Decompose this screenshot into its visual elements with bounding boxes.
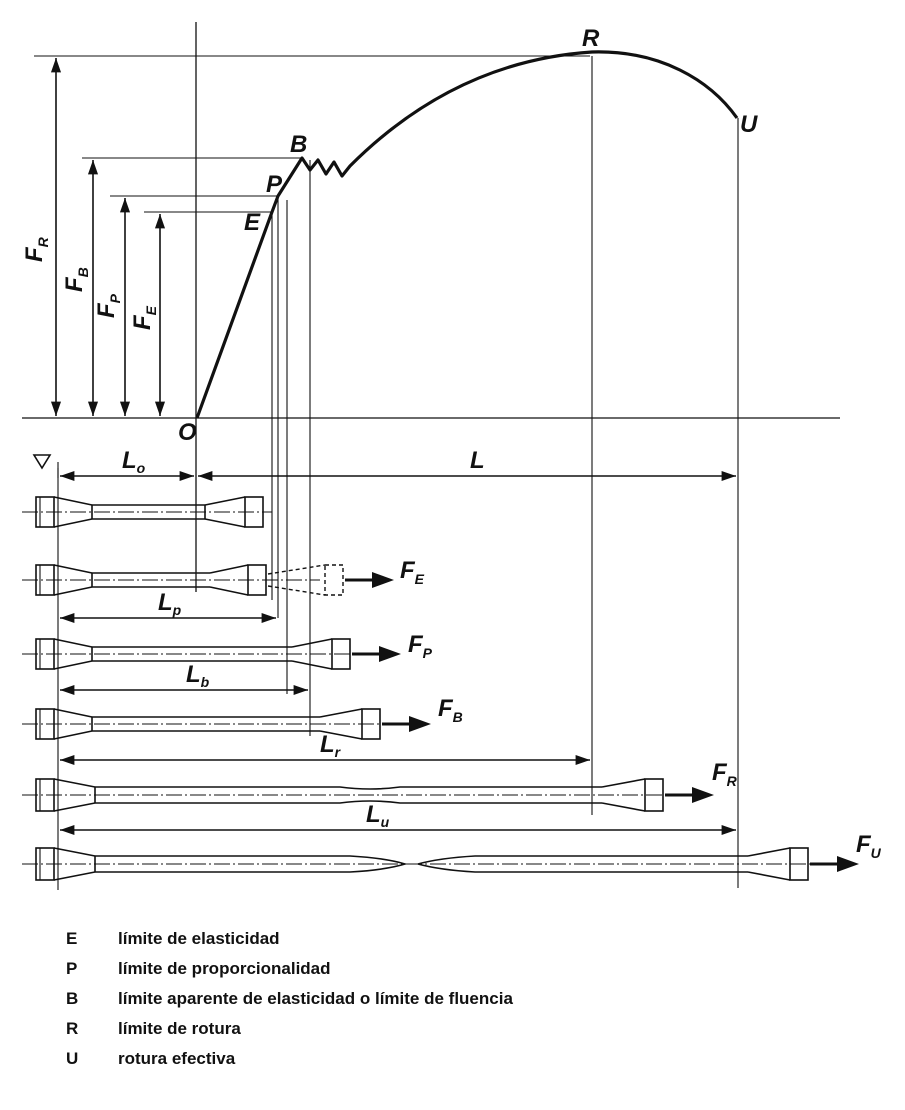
legend-text: límite aparente de elasticidad o límite de fluencia bbox=[118, 989, 513, 1008]
legend-text: límite de elasticidad bbox=[118, 929, 280, 948]
point-label-u: U bbox=[740, 111, 758, 138]
legend-row-b bbox=[66, 984, 513, 1014]
legend-row-e bbox=[66, 924, 513, 954]
length-label-lb: Lb bbox=[186, 661, 210, 690]
legend-row-u bbox=[66, 1044, 513, 1074]
legend-row-r bbox=[66, 1014, 513, 1044]
legend-key: E bbox=[66, 929, 78, 948]
specimen-deformed-grip bbox=[325, 565, 343, 595]
point-label-r: R bbox=[582, 25, 600, 52]
legend-text: límite de rotura bbox=[118, 1019, 241, 1038]
force-label-fr-specimen: FR bbox=[712, 759, 737, 789]
point-label-p: P bbox=[266, 171, 283, 198]
point-label-e: E bbox=[244, 209, 261, 236]
force-label-fp: FP bbox=[93, 293, 123, 318]
legend-key: U bbox=[66, 1049, 79, 1068]
force-label-fb-specimen: FB bbox=[438, 695, 463, 725]
specimen-ultimate-limit bbox=[22, 779, 670, 811]
length-label-l: L bbox=[470, 447, 485, 474]
reference-triangle-icon bbox=[34, 455, 50, 468]
point-label-b: B bbox=[290, 131, 308, 158]
length-label-lo: Lo bbox=[122, 447, 146, 476]
force-label-fp-specimen: FP bbox=[408, 631, 433, 661]
fe-force-arrow bbox=[345, 572, 394, 588]
fb-force-arrow bbox=[382, 716, 431, 732]
legend-key: B bbox=[66, 989, 79, 1008]
fu-force-arrow bbox=[810, 856, 859, 872]
force-label-fb: FB bbox=[61, 267, 91, 292]
fp-force-arrow bbox=[352, 646, 401, 662]
legend-key: R bbox=[66, 1019, 79, 1038]
legend-text: rotura efectiva bbox=[118, 1049, 236, 1068]
legend bbox=[66, 924, 513, 1074]
specimen-elastic-limit bbox=[22, 565, 343, 595]
force-label-fe: FE bbox=[129, 305, 159, 330]
force-label-fr: FR bbox=[21, 237, 51, 262]
length-label-lp: Lp bbox=[158, 589, 182, 618]
legend-row-p bbox=[66, 954, 513, 984]
fr-force-arrow bbox=[665, 787, 714, 803]
force-label-fu-specimen: FU bbox=[856, 831, 881, 861]
specimen-fractured bbox=[22, 848, 812, 880]
legend-text: límite de proporcionalidad bbox=[118, 959, 331, 978]
force-label-fe-specimen: FE bbox=[400, 557, 425, 587]
point-label-o: O bbox=[178, 419, 197, 446]
legend-key: P bbox=[66, 959, 78, 978]
length-label-lu: Lu bbox=[366, 801, 390, 830]
length-label-lr: Lr bbox=[320, 731, 341, 760]
specimen-initial bbox=[22, 497, 272, 527]
